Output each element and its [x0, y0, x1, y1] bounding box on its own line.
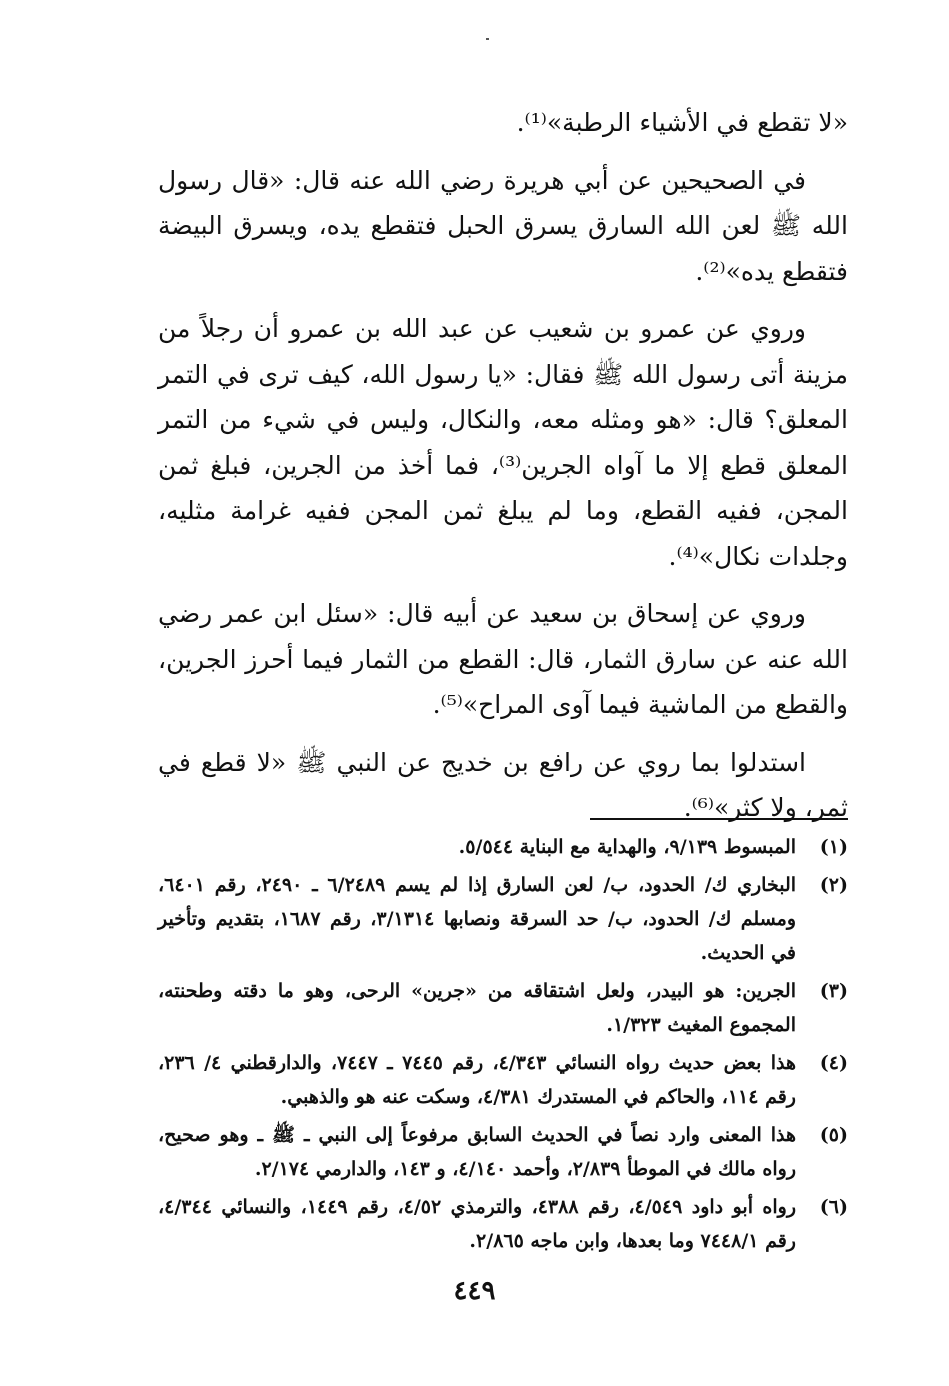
footnote-text: المبسوط ٩/١٣٩، والهداية مع البناية ٥/٥٤٤. [458, 836, 796, 858]
footnote-2 [158, 868, 848, 970]
paragraph-3: وروي عن عمرو بن شعيب عن عبد الله بن عمرو أن رجلاً من مزينة أتى رسول الله ﷺ فقال: «يا رسول الله، كيف ترى في التمر المعلق؟ قال: «هو ومثله معه، والنكال، وليس في شيء من التمر المعلق قطع إلا ما آواه الجرين⁽³⁾، فما أخذ من الجرين، فبلغ ثمن المجن، ففيه القطع، وما لم يبلغ ثمن المجن ففيه غرامة مثليه، وجلدات نكال»⁽⁴⁾. [158, 314, 848, 571]
footnote-number: (٢) [819, 874, 848, 896]
footnote-text: هذا المعنى وارد نصاً في الحديث السابق مرفوعاً إلى النبي ـ ﷺ ـ وهو صحيح، رواه مالك في الموطأ ٢/٨٣٩، وأحمد ٤/١٤٠، و ١٤٣، والدارمي ٢/١٧٤. [158, 1124, 796, 1180]
footnote-divider [590, 818, 848, 820]
footnote-number: (٦) [819, 1196, 848, 1218]
page-number: ٤٤٩ [453, 1276, 496, 1306]
footnote-number: (٥) [819, 1124, 848, 1146]
footnote-text: البخاري ك/ الحدود، ب/ لعن السارق إذا لم يسم ٦/٢٤٨٩ ـ ٢٤٩٠، رقم ٦٤٠١، ومسلم ك/ الحدود، ب/ حد السرقة ونصابها ٣/١٣١٤، رقم ١٦٨٧، بتقديم وتأخير في الحديث. [158, 874, 797, 964]
footnote-5 [158, 1118, 848, 1186]
speck-mark [486, 38, 489, 40]
main-text [158, 100, 848, 843]
footnote-number: (٣) [819, 980, 848, 1002]
footnote-3 [158, 974, 848, 1042]
footnote-text: الجرين: هو البيدر، ولعل اشتقاقه من «جرين» الرحى، وهو ما دقته وطحنته، المجموع المغيث ١/٣٢٣. [158, 980, 796, 1036]
paragraph-1: «لا تقطع في الأشياء الرطبة»⁽¹⁾. [516, 108, 848, 137]
paragraph-5: استدلوا بما روي عن رافع بن خديج عن النبي ﷺ «لا قطع في ثمر، ولا كثر»⁽⁶⁾. [158, 747, 848, 822]
footnote-1 [158, 830, 848, 864]
paragraph-2: في الصحيحين عن أبي هريرة رضي الله عنه قال: «قال رسول الله ﷺ لعن الله السارق يسرق الحبل فتقطع يده، ويسرق البيضة فتقطع يده»⁽²⁾. [158, 165, 848, 286]
footnote-6 [158, 1190, 848, 1258]
footnote-text: هذا بعض حديث رواه النسائي ٤/٣٤٣، رقم ٧٤٤٥ ـ ٧٤٤٧، والدارقطني ٤/ ٢٣٦، رقم ١١٤، والحاكم في المستدرك ٤/٣٨١، وسكت عنه هو والذهبي. [158, 1052, 796, 1108]
paragraph-4: وروي عن إسحاق بن سعيد عن أبيه قال: «سئل ابن عمر رضي الله عنه عن سارق الثمار، قال: القطع من الثمار فيما أحرز الجرين، والقطع من الماشية فيما آوى المراح»⁽⁵⁾. [158, 599, 848, 719]
footnotes [158, 830, 848, 1262]
footnote-number: (٤) [819, 1052, 848, 1074]
footnote-number: (١) [819, 836, 848, 858]
footnote-4 [158, 1046, 848, 1114]
footnote-text: رواه أبو داود ٤/٥٤٩، رقم ٤٣٨٨، والترمذي ٤/٥٢، رقم ١٤٤٩، والنسائي ٤/٣٤٤، رقم ٧٤٤٨/١ وما بعدها، وابن ماجه ٢/٨٦٥. [158, 1196, 797, 1252]
